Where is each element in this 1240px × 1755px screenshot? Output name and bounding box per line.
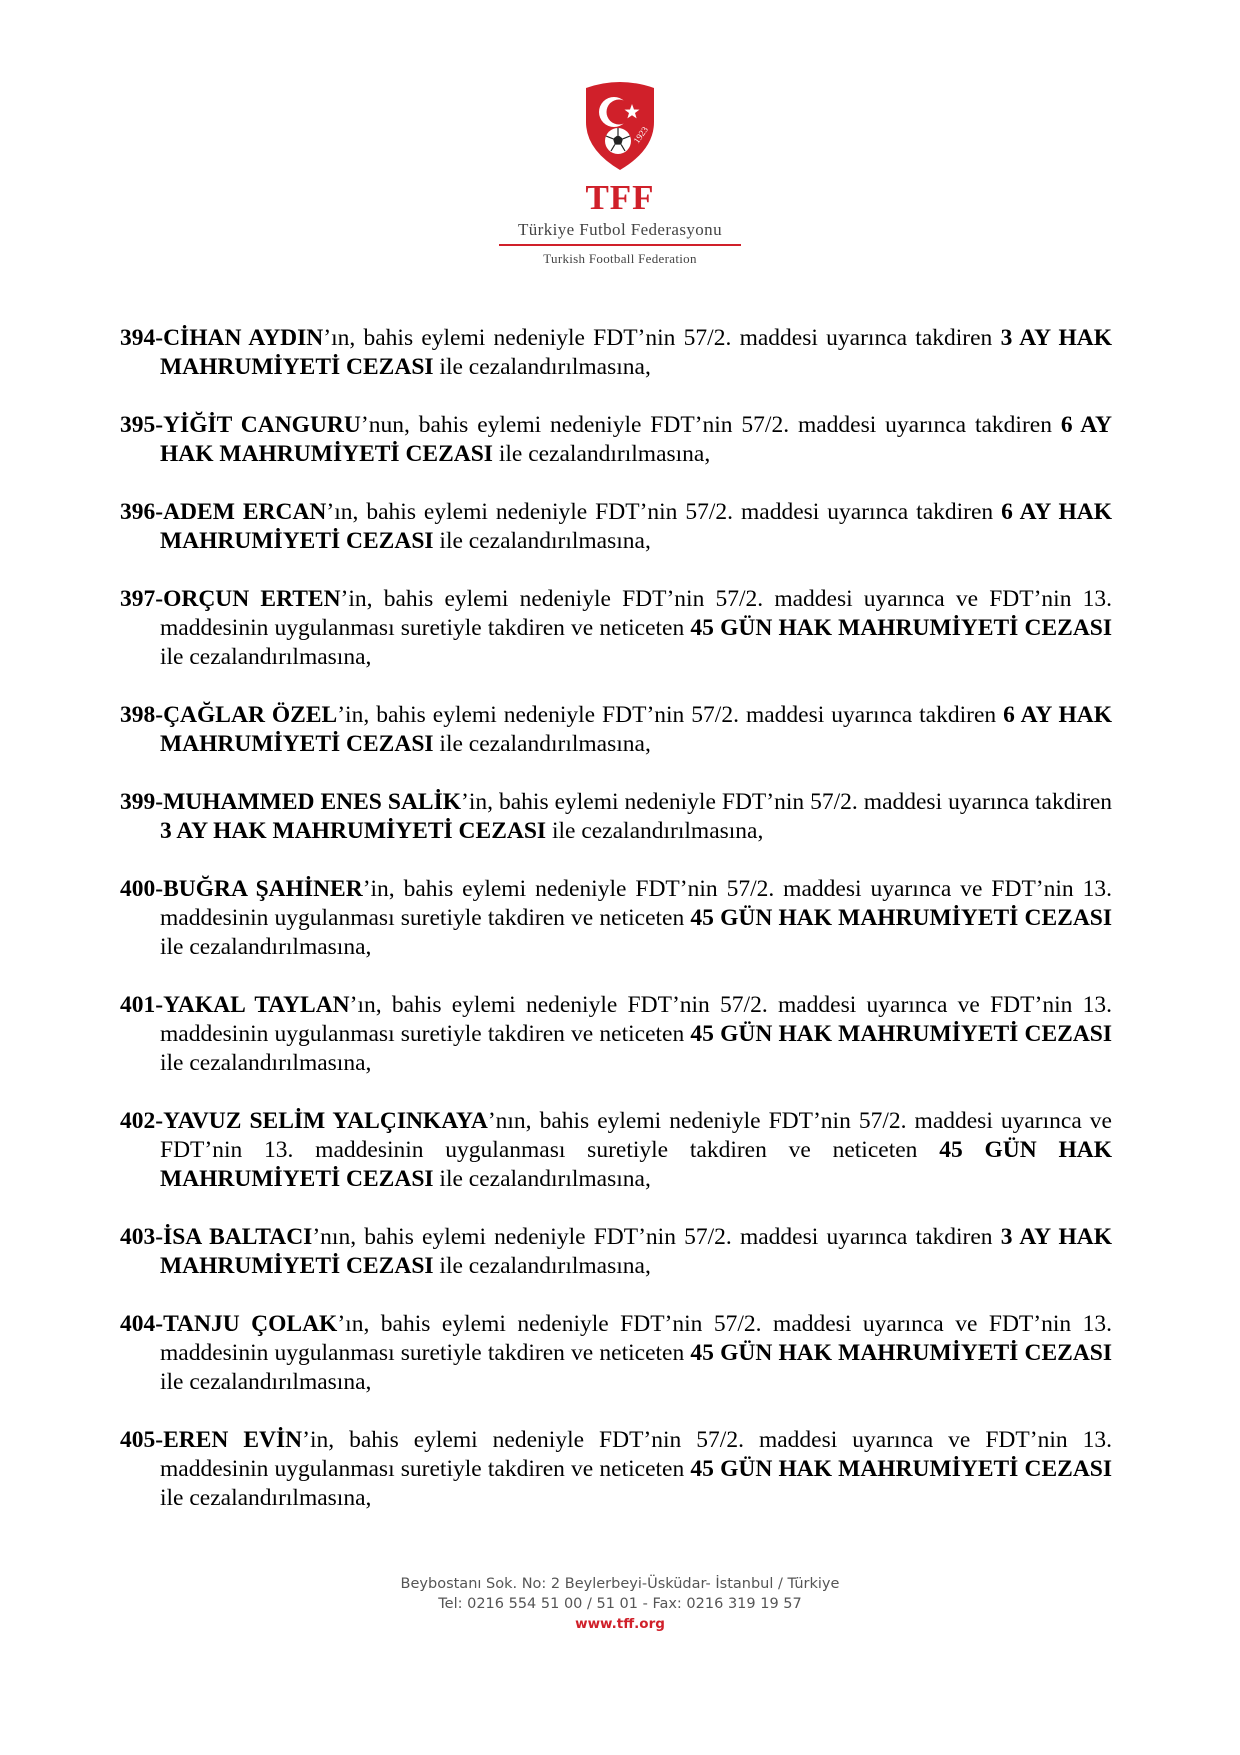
decision-item: 405-EREN EVİN’in, bahis eylemi nedeniyle FDT’nin 57/2. maddesi uyarınca ve FDT’nin 13. maddesinin uygulanması suretiyle takdiren ve neticeten 45 GÜN HAK MAHRUMİYETİ CEZASI ile cezalandırılmasına, <box>120 1426 1113 1511</box>
footer-url-link[interactable]: www.tff.org <box>575 1616 665 1632</box>
letterhead <box>0 80 1240 267</box>
decision-item: 404-TANJU ÇOLAK’ın, bahis eylemi nedeniyle FDT’nin 57/2. maddesi uyarınca ve FDT’nin 13. maddesinin uygulanması suretiyle takdiren ve neticeten 45 GÜN HAK MAHRUMİYETİ CEZASI ile cezalandırılmasına, <box>120 1310 1113 1395</box>
federation-name-tr: Türkiye Futbol Federasyonu <box>518 220 722 239</box>
page-footer <box>0 1574 1240 1634</box>
decision-item: 402-YAVUZ SELİM YALÇINKAYA’nın, bahis eylemi nedeniyle FDT’nin 57/2. maddesi uyarınca ve FDT’nin 13. maddesinin uygulanması suretiyle takdiren ve neticeten 45 GÜN HAK MAHRUMİYETİ CEZASI ile cezalandırılmasına, <box>120 1107 1113 1192</box>
decision-item: 397-ORÇUN ERTEN’in, bahis eylemi nedeniyle FDT’nin 57/2. maddesi uyarınca ve FDT’nin 13. maddesinin uygulanması suretiyle takdiren ve neticeten 45 GÜN HAK MAHRUMİYETİ CEZASI ile cezalandırılmasına, <box>120 585 1113 670</box>
footer-address: Beybostanı Sok. No: 2 Beylerbeyi-Üsküdar- İstanbul / Türkiye <box>400 1576 840 1592</box>
decision-item: 395-YİĞİT CANGURU’nun, bahis eylemi nedeniyle FDT’nin 57/2. maddesi uyarınca takdiren 6 AY HAK MAHRUMİYETİ CEZASI ile cezalandırılmasına, <box>120 411 1112 467</box>
decision-item: 401-YAKAL TAYLAN’ın, bahis eylemi nedeniyle FDT’nin 57/2. maddesi uyarınca ve FDT’nin 13. maddesinin uygulanması suretiyle takdiren ve neticeten 45 GÜN HAK MAHRUMİYETİ CEZASI ile cezalandırılmasına, <box>120 991 1113 1076</box>
decision-list <box>120 300 1112 1542</box>
decision-item: 403-İSA BALTACI’nın, bahis eylemi nedeniyle FDT’nin 57/2. maddesi uyarınca takdiren 3 AY HAK MAHRUMİYETİ CEZASI ile cezalandırılmasına, <box>120 1223 1112 1279</box>
letterhead-rule <box>499 244 741 246</box>
decision-item: 394-CİHAN AYDIN’ın, bahis eylemi nedeniyle FDT’nin 57/2. maddesi uyarınca takdiren 3 AY HAK MAHRUMİYETİ CEZASI ile cezalandırılmasına, <box>120 324 1112 380</box>
decision-item: 400-BUĞRA ŞAHİNER’in, bahis eylemi nedeniyle FDT’nin 57/2. maddesi uyarınca ve FDT’nin 13. maddesinin uygulanması suretiyle takdiren ve neticeten 45 GÜN HAK MAHRUMİYETİ CEZASI ile cezalandırılmasına, <box>120 875 1113 960</box>
tff-emblem-icon <box>580 80 660 172</box>
decision-item: 396-ADEM ERCAN’ın, bahis eylemi nedeniyle FDT’nin 57/2. maddesi uyarınca takdiren 6 AY HAK MAHRUMİYETİ CEZASI ile cezalandırılmasına, <box>120 498 1112 554</box>
tff-abbr: TFF <box>585 178 655 217</box>
svg-text:1923: 1923 <box>631 124 650 146</box>
decision-item: 398-ÇAĞLAR ÖZEL’in, bahis eylemi nedeniyle FDT’nin 57/2. maddesi uyarınca takdiren 6 AY HAK MAHRUMİYETİ CEZASI ile cezalandırılmasına, <box>120 701 1112 757</box>
federation-name-en: Turkish Football Federation <box>543 251 697 266</box>
footer-phone: Tel: 0216 554 51 00 / 51 01 - Fax: 0216 319 19 57 <box>438 1596 802 1612</box>
decision-item: 399-MUHAMMED ENES SALİK’in, bahis eylemi nedeniyle FDT’nin 57/2. maddesi uyarınca takdiren 3 AY HAK MAHRUMİYETİ CEZASI ile cezalandırılmasına, <box>120 788 1112 844</box>
